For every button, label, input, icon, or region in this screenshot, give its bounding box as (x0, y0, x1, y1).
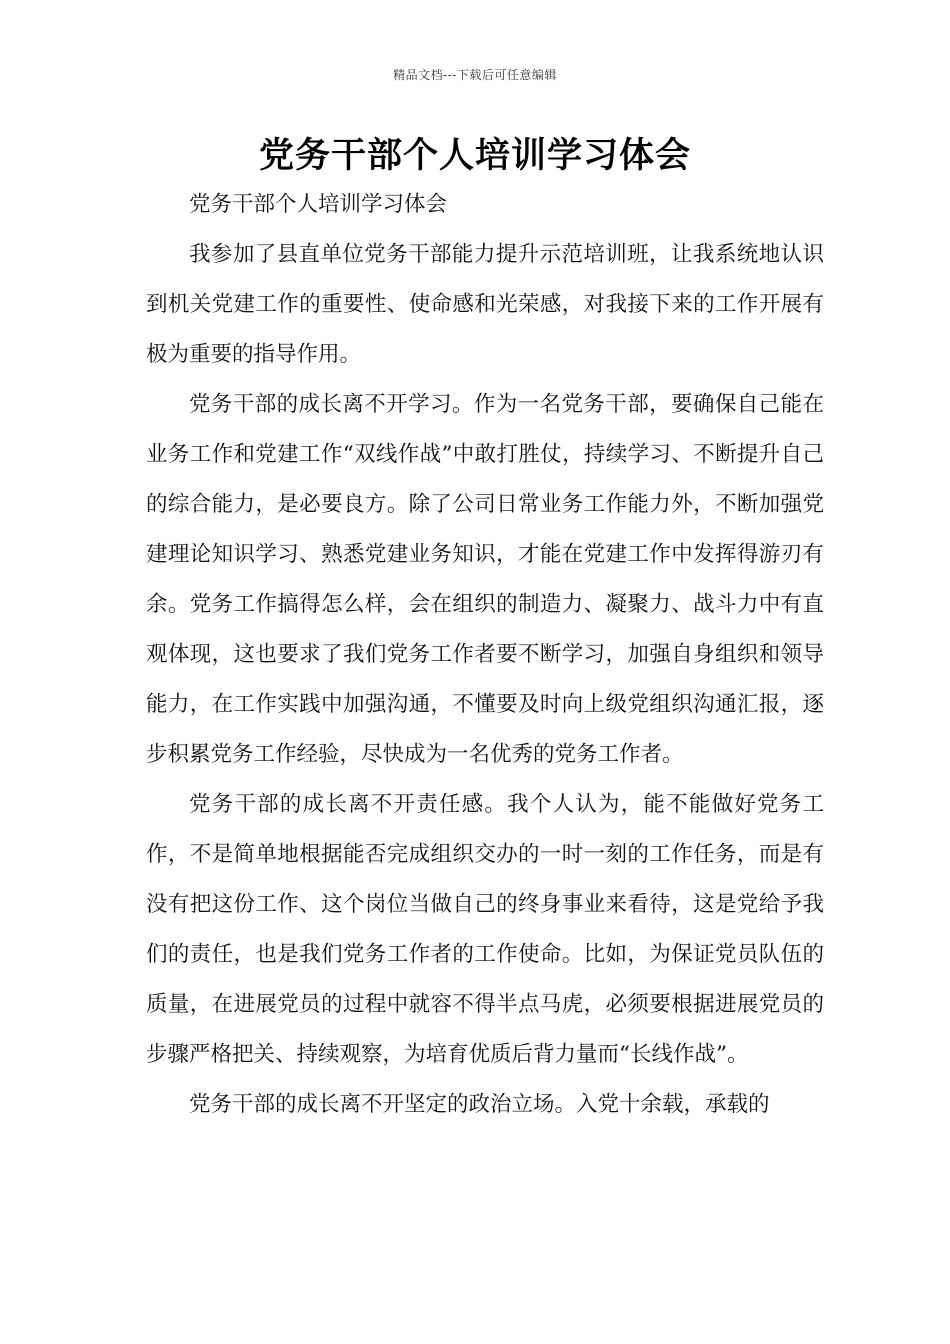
header-note: 精品文档---下载后可任意编辑 (393, 68, 557, 82)
document-body (146, 180, 824, 1130)
paragraph-intro: 我参加了县直单位党务干部能力提升示范培训班，让我系统地认识到机关党建工作的重要性、使命感和光荣感，对我接下来的工作开展有极为重要的指导作用。 (146, 242, 824, 367)
document-title: 党务干部个人培训学习体会 (258, 136, 691, 176)
document-subtitle: 党务干部个人培训学习体会 (189, 192, 448, 217)
paragraph-study: 党务干部的成长离不开学习。作为一名党务干部，要确保自己能在业务工作和党建工作“双线作战”中敢打胜仗，持续学习、不断提升自己的综合能力，是必要良方。除了公司日常业务工作能力外，不断加强党建理论知识学习、熟悉党建业务知识，才能在党建工作中发挥得游刃有余。党务工作搞得怎么样，会在组织的制造力、凝聚力、战斗力中有直观体现，这也要求了我们党务工作者要不断学习，加强自身组织和领导能力，在工作实践中加强沟通，不懂要及时向上级党组织沟通汇报，逐步积累党务工作经验，尽快成为一名优秀的党务工作者。 (146, 392, 824, 767)
paragraph-political-stance: 党务干部的成长离不开坚定的政治立场。入党十余载，承载的 (189, 1092, 770, 1117)
paragraph-responsibility: 党务干部的成长离不开责任感。我个人认为，能不能做好党务工作，不是简单地根据能否完成组织交办的一时一刻的工作任务，而是有没有把这份工作、这个岗位当做自己的终身事业来看待，这是党给予我们的责任，也是我们党务工作者的工作使命。比如，为保证党员队伍的质量，在进展党员的过程中就容不得半点马虎，必须要根据进展党员的步骤严格把关、持续观察，为培育优质后背力量而“长线作战”。 (146, 792, 824, 1067)
